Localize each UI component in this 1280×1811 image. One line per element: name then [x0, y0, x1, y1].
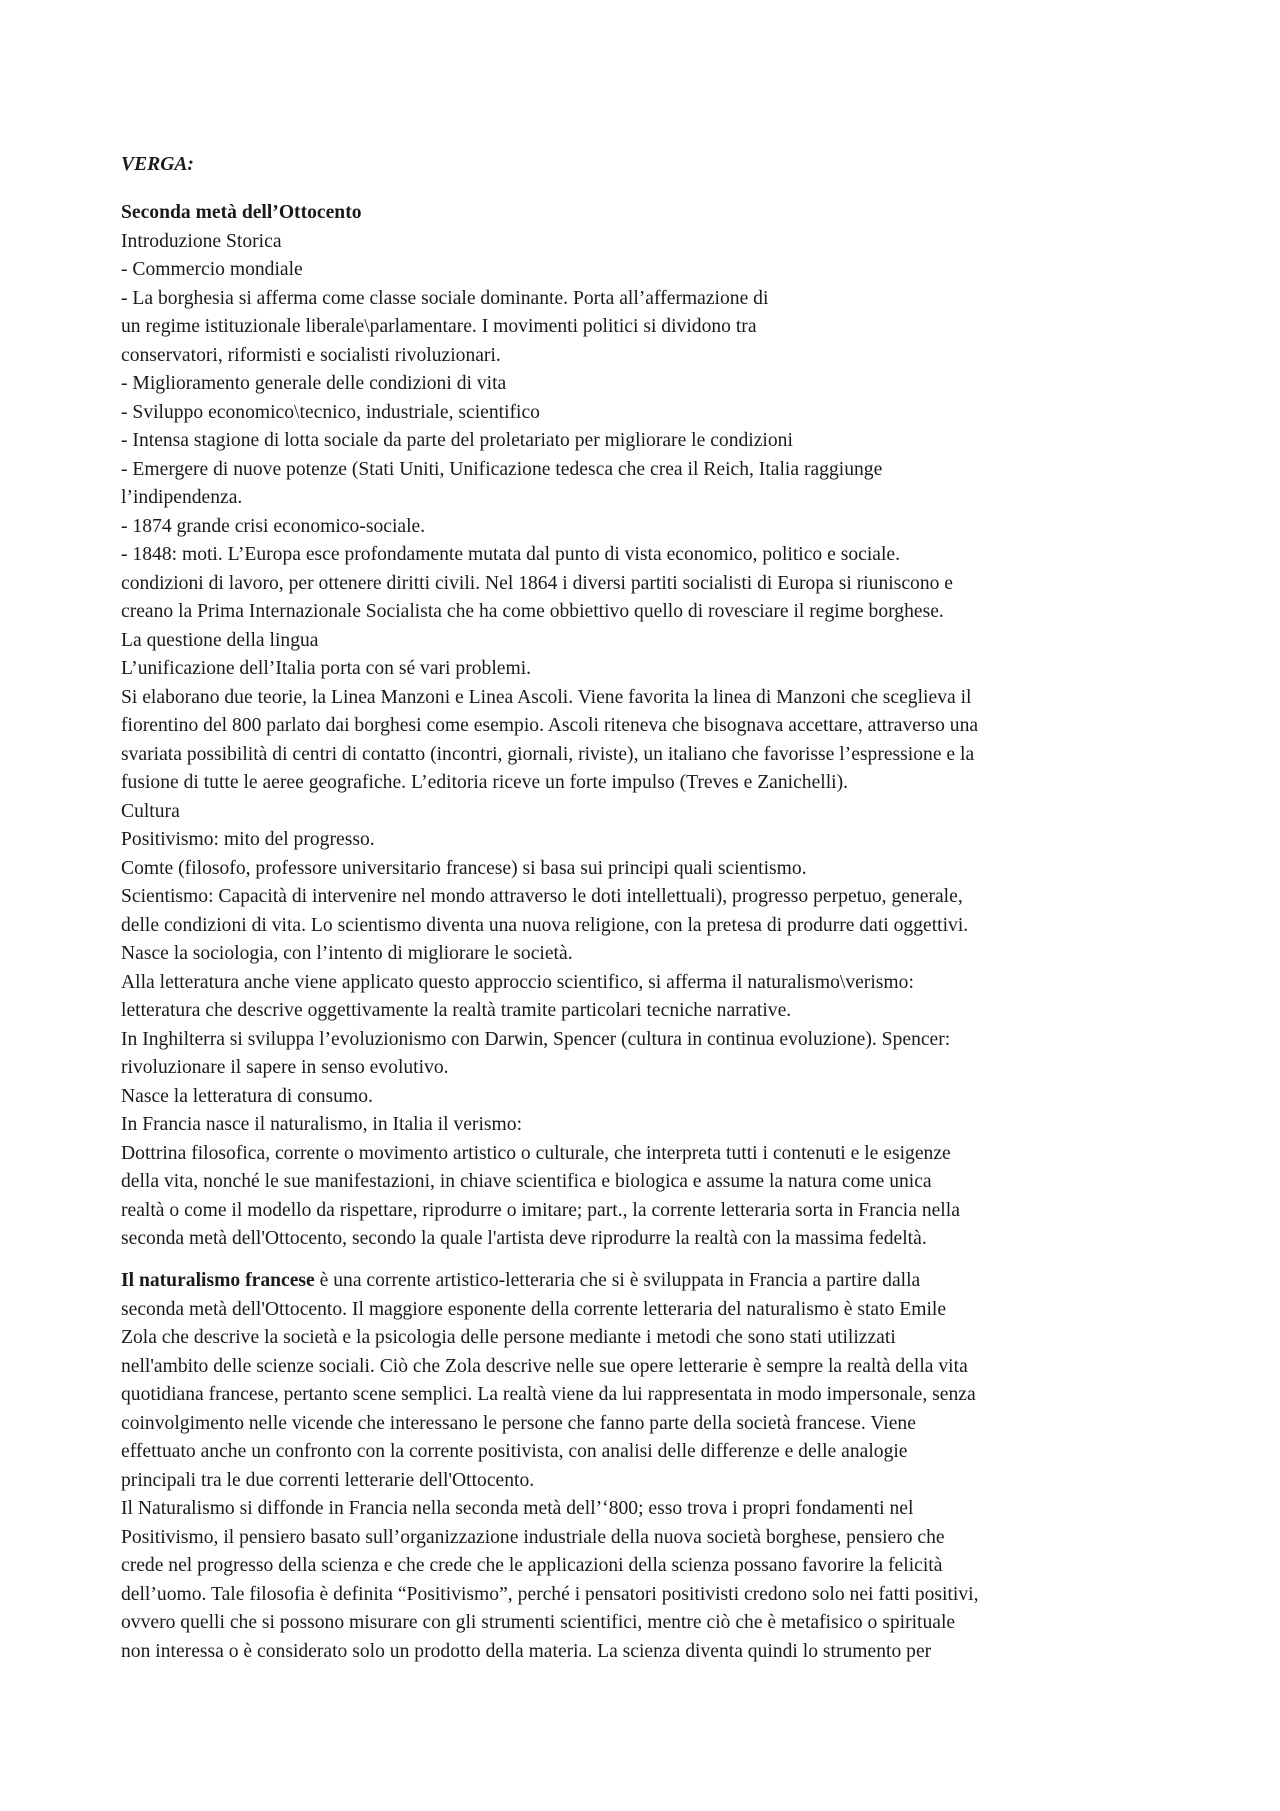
paragraph-line: effettuato anche un confronto con la corrente positivista, con analisi delle differenze e delle analogie — [121, 1441, 908, 1462]
paragraph-line: Dottrina filosofica, corrente o movimento artistico o culturale, che interpreta tutti i contenuti e le esigenze — [121, 1142, 951, 1164]
naturalismo-intro-text: è una corrente artistico-letteraria che si è sviluppata in Francia a partire dalla — [314, 1270, 921, 1291]
paragraph-line: realtà o come il modello da rispettare, riprodurre o imitare; part., la corrente letteraria sorta in Francia nella — [121, 1199, 960, 1221]
paragraph-line: In Inghilterra si sviluppa l’evoluzionismo con Darwin, Spencer (cultura in continua evoluzione). Spencer: — [121, 1028, 951, 1050]
paragraph-line: L’unificazione dell’Italia porta con sé vari problemi. — [121, 658, 532, 679]
paragraph-line: - 1848: moti. L’Europa esce profondamente mutata dal punto di vista economico, politico e sociale. — [121, 544, 901, 565]
paragraph-line: - Sviluppo economico\tecnico, industriale, scientifico — [121, 401, 540, 423]
naturalismo-section — [121, 1267, 979, 1666]
paragraph-line: Alla letteratura anche viene applicato questo approccio scientifico, si afferma il naturalismo\verismo: — [121, 971, 914, 993]
paragraph-line: Comte (filosofo, professore universitario francese) si basa sui principi quali scientismo. — [121, 857, 807, 879]
paragraph-line: Cultura — [121, 800, 180, 822]
paragraph-line: Il Naturalismo si diffonde in Francia nella seconda metà dell’‘800; esso trova i propri fondamenti nel — [121, 1498, 914, 1519]
paragraph-line: Zola che descrive la società e la psicologia delle persone mediante i metodi che sono stati utilizzati — [121, 1327, 896, 1348]
paragraph-line: della vita, nonché le sue manifestazioni, in chiave scientifica e biologica e assume la natura come unica — [121, 1171, 932, 1192]
paragraph-line: Introduzione Storica — [121, 230, 282, 252]
paragraph-line: coinvolgimento nelle vicende che interessano le persone che fanno parte della società francese. Viene — [121, 1412, 916, 1434]
paragraph-line: creano la Prima Internazionale Socialista che ha come obbiettivo quello di rovesciare il regime borghese. — [121, 601, 944, 622]
paragraph-line: - Emergere di nuove potenze (Stati Uniti, Unificazione tedesca che crea il Reich, Italia raggiunge — [121, 458, 883, 480]
section-heading: Seconda metà dell’Ottocento — [121, 202, 362, 223]
paragraph-line: un regime istituzionale liberale\parlamentare. I movimenti politici si dividono tra — [121, 316, 757, 337]
paragraph-line: - Commercio mondiale — [121, 259, 303, 280]
paragraph-line: - 1874 grande crisi economico-sociale. — [121, 515, 426, 537]
paragraph-line — [121, 1267, 979, 1296]
paragraph-line: - La borghesia si afferma come classe sociale dominante. Porta all’affermazione di — [121, 287, 769, 309]
paragraph-line: Nasce la sociologia, con l’intento di migliorare le società. — [121, 943, 573, 964]
paragraph-line: Positivismo, il pensiero basato sull’organizzazione industriale della nuova società borghese, pensiero che — [121, 1526, 945, 1548]
naturalismo-heading: Il naturalismo francese — [121, 1270, 315, 1291]
paragraph-line: rivoluzionare il sapere in senso evolutivo. — [121, 1057, 449, 1078]
paragraph-line: La questione della lingua — [121, 629, 319, 651]
paragraph-line: seconda metà dell'Ottocento, secondo la quale l'artista deve riprodurre la realtà con la massima fedeltà. — [121, 1228, 927, 1249]
paragraph-line: dell’uomo. Tale filosofia è definita “Positivismo”, perché i pensatori positivisti credono solo nei fatti positivi, — [121, 1583, 979, 1605]
paragraph-line: delle condizioni di vita. Lo scientismo diventa una nuova religione, con la pretesa di produrre dati oggettivi. — [121, 914, 969, 936]
paragraph-line: letteratura che descrive oggettivamente la realtà tramite particolari tecniche narrative. — [121, 1000, 792, 1021]
paragraph-line: non interessa o è considerato solo un prodotto della materia. La scienza diventa quindi lo strumento per — [121, 1640, 932, 1662]
paragraph-line: nell'ambito delle scienze sociali. Ciò che Zola descrive nelle sue opere letterarie è sempre la realtà della vita — [121, 1355, 968, 1377]
paragraph-line: In Francia nasce il naturalismo, in Italia il verismo: — [121, 1114, 523, 1135]
paragraph-line: principali tra le due correnti letterarie dell'Ottocento. — [121, 1469, 535, 1491]
paragraph-line: - Intensa stagione di lotta sociale da parte del proletariato per migliorare le condizioni — [121, 430, 793, 451]
paragraph-line: fusione di tutte le aeree geografiche. L’editoria riceve un forte impulso (Treves e Zanichelli). — [121, 772, 849, 793]
paragraph-line: Positivismo: mito del progresso. — [121, 829, 375, 850]
paragraph-line: seconda metà dell'Ottocento. Il maggiore esponente della corrente letteraria del naturalismo è stato Emile — [121, 1298, 947, 1320]
paragraph-line: ovvero quelli che si possono misurare con gli strumenti scientifici, mentre ciò che è metafisico o spirituale — [121, 1612, 956, 1633]
document-title: VERGA: — [121, 154, 194, 175]
paragraph-line: condizioni di lavoro, per ottenere diritti civili. Nel 1864 i diversi partiti socialisti di Europa si riuniscono e — [121, 572, 954, 594]
paragraph-line: Si elaborano due teorie, la Linea Manzoni e Linea Ascoli. Viene favorita la linea di Manzoni che sceglieva il — [121, 686, 972, 708]
paragraph-line: l’indipendenza. — [121, 487, 243, 508]
paragraph-line: conservatori, riformisti e socialisti rivoluzionari. — [121, 344, 501, 366]
paragraph-line: - Miglioramento generale delle condizioni di vita — [121, 373, 507, 394]
paragraph-line: Nasce la letteratura di consumo. — [121, 1085, 373, 1107]
paragraph-line: quotidiana francese, pertanto scene semplici. La realtà viene da lui rappresentata in modo impersonale, senza — [121, 1384, 976, 1405]
paragraph-line: svariata possibilità di centri di contatto (incontri, giornali, riviste), un italiano che favorisse l’espressione e la — [121, 743, 975, 765]
paragraph-line: Scientismo: Capacità di intervenire nel mondo attraverso le doti intellettuali), progresso perpetuo, generale, — [121, 886, 963, 907]
historical-intro-section — [121, 199, 978, 1254]
paragraph-line: crede nel progresso della scienza e che crede che le applicazioni della scienza possano favorire la felicità — [121, 1555, 943, 1576]
paragraph-line: fiorentino del 800 parlato dai borghesi come esempio. Ascoli riteneva che bisognava accettare, attraverso una — [121, 715, 979, 736]
